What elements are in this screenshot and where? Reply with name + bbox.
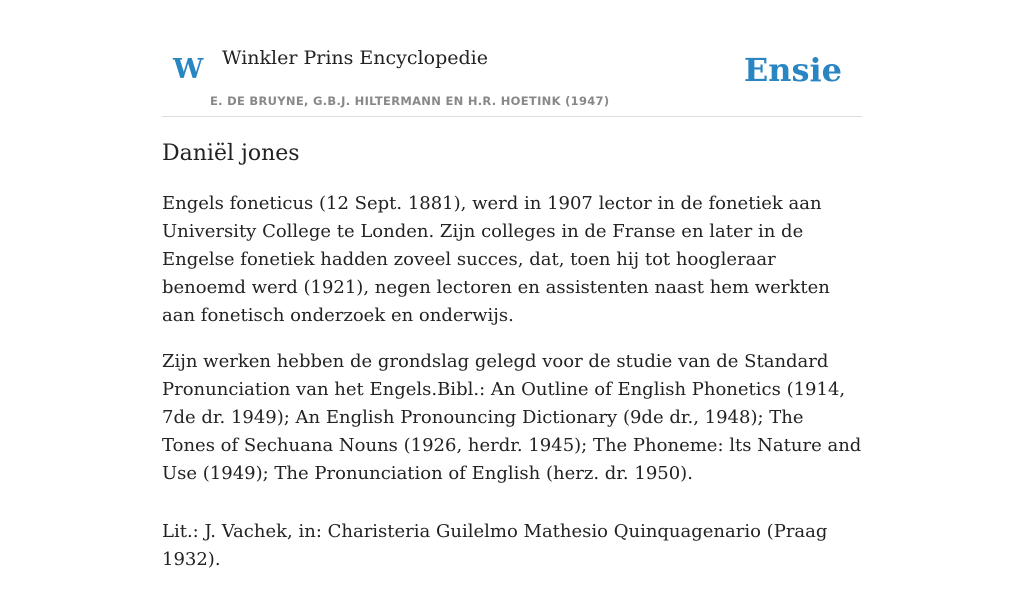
brand-logo[interactable]: Ensie [743, 51, 842, 89]
article-title: Daniël jones [162, 141, 300, 166]
literature-reference: Lit.: J. Vachek, in: Charisteria Guilelmo Mathesio Quinquagenario (Praag 1932). [162, 521, 828, 570]
site-header [162, 0, 862, 117]
article-content [162, 136, 862, 592]
site-logo[interactable]: W [173, 54, 204, 85]
site-title[interactable]: Winkler Prins Encyclopedie [222, 47, 488, 69]
article-paragraph: Zijn werken hebben de grondslag gelegd voor de studie van de Standard Pronunciation van het Engels.Bibl.: An Outline of English Phonetics (1914, 7de dr. 1949); An English Pronouncing Dictionary (9de dr., 1948); The Tones of Sechuana Nouns (1926, herdr. 1945); The Phoneme: lts Nature and Use (1949); The Pronunciation of English (herz. dr. 1950). [162, 351, 862, 484]
site-subtitle: E. DE BRUYNE, G.B.J. HILTERMANN EN H.R. HOETINK (1947) [210, 94, 610, 108]
article-paragraph: Engels foneticus (12 Sept. 1881), werd in 1907 lector in de fonetiek aan University College te Londen. Zijn colleges in de Franse en later in de Engelse fonetiek hadden zoveel succes, dat, toen hij tot hoogleraar benoemd werd (1921), negen lectoren en assistenten naast hem werkten aan fonetisch onderzoek en onderwijs. [162, 193, 830, 326]
